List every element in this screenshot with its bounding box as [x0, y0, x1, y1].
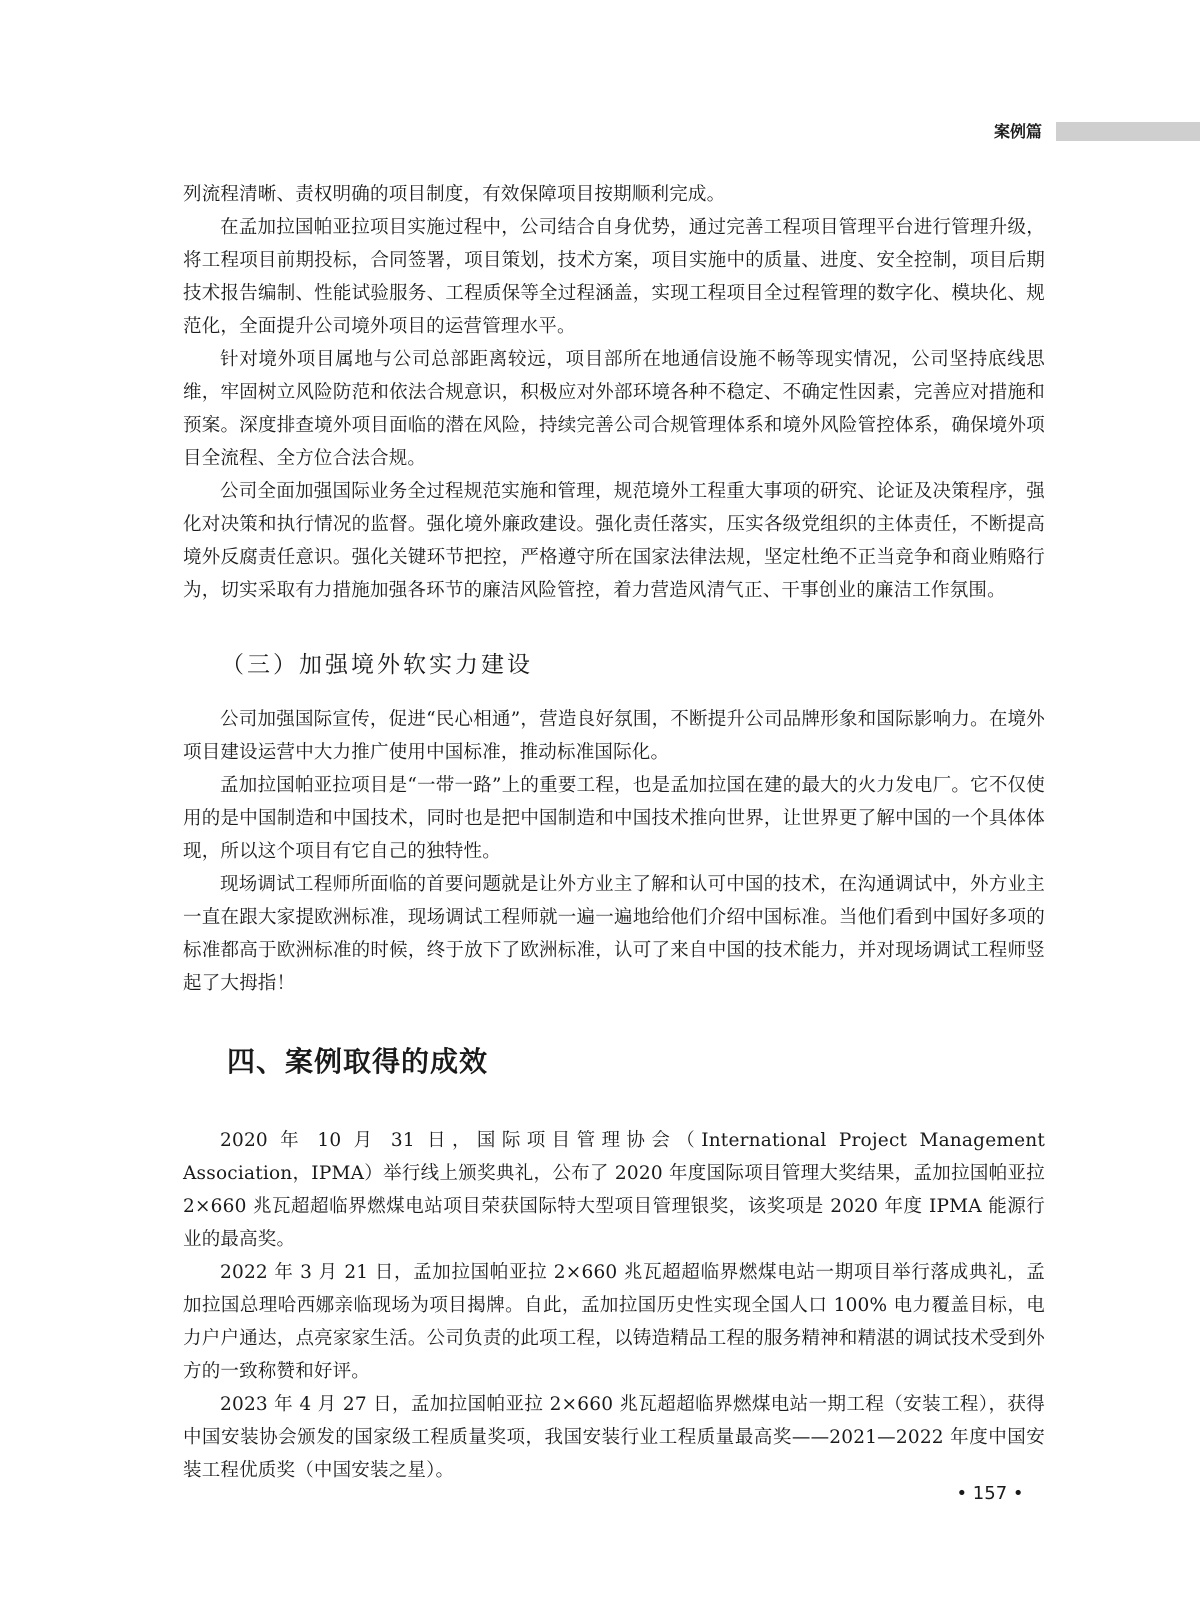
- paragraph: 在孟加拉国帕亚拉项目实施过程中，公司结合自身优势，通过完善工程项目管理平台进行管理升级，将工程项目前期投标，合同签署，项目策划，技术方案，项目实施中的质量、进度、安全控制，项目后期技术报告编制、性能试验服务、工程质保等全过程涵盖，实现工程项目全过程管理的数字化、模块化、规范化，全面提升公司境外项目的运营管理水平。: [183, 217, 1045, 337]
- paragraph: 公司全面加强国际业务全过程规范实施和管理，规范境外工程重大事项的研究、论证及决策程序，强化对决策和执行情况的监督。强化境外廉政建设。强化责任落实，压实各级党组织的主体责任，不断提高境外反腐责任意识。强化关键环节把控，严格遵守所在国家法律法规，坚定杜绝不正当竞争和商业贿赂行为，切实采取有力措施加强各环节的廉洁风险管控，着力营造风清气正、干事创业的廉洁工作氛围。: [183, 481, 1045, 601]
- paragraph: 公司加强国际宣传，促进“民心相通”，营造良好氛围，不断提升公司品牌形象和国际影响力。在境外项目建设运营中大力推广使用中国标准，推动标准国际化。: [183, 709, 1045, 763]
- paragraph: 2023 年 4 月 27 日，孟加拉国帕亚拉 2×660 兆瓦超超临界燃煤电站一期工程（安装工程），获得中国安装协会颁发的国家级工程质量奖项，我国安装行业工程质量最高奖——2021—2022 年度中国安装工程优质奖（中国安装之星）。: [183, 1394, 1045, 1481]
- spacer: [183, 1082, 1045, 1124]
- paragraph: 2020 年 10 月 31 日，国际项目管理协会（International Project Management Association，IPMA）举行线上颁奖典礼，公布了 2020 年度国际项目管理大奖结果，孟加拉国帕亚拉 2×660 兆瓦超超临界燃煤电站项目荣获国际特大型项目管理银奖，该奖项是 2020 年度 IPMA 能源行业的最高奖。: [183, 1130, 1045, 1250]
- spacer: [183, 683, 1045, 703]
- subsection-heading: （三）加强境外软实力建设: [221, 652, 533, 678]
- page-body: [183, 178, 1045, 1487]
- paragraph: 现场调试工程师所面临的首要问题就是让外方业主了解和认可中国的技术，在沟通调试中，外方业主一直在跟大家提欧洲标准，现场调试工程师就一遍一遍地给他们介绍中国标准。当他们看到中国好多项的标准都高于欧洲标准的时候，终于放下了欧洲标准，认可了来自中国的技术能力，并对现场调试工程师竖起了大拇指！: [183, 874, 1045, 994]
- header-bar: [1056, 122, 1200, 141]
- paragraph: 2022 年 3 月 21 日，孟加拉国帕亚拉 2×660 兆瓦超超临界燃煤电站一期项目举行落成典礼，孟加拉国总理哈西娜亲临现场为项目揭牌。自此，孟加拉国历史性实现全国人口 100% 电力覆盖目标，电力户户通达，点亮家家生活。公司负责的此项工程，以铸造精品工程的服务精神和精湛的调试技术受到外方的一致称赞和好评。: [183, 1262, 1045, 1382]
- spacer: [183, 607, 1045, 647]
- section-heading: 四、案例取得的成效: [227, 1045, 489, 1078]
- running-header: [0, 120, 1200, 144]
- paragraph: 孟加拉国帕亚拉项目是“一带一路”上的重要工程，也是孟加拉国在建的最大的火力发电厂。它不仅使用的是中国制造和中国技术，同时也是把中国制造和中国技术推向世界，让世界更了解中国的一个具体体现，所以这个项目有它自己的独特性。: [183, 775, 1045, 862]
- page-number: • 157 •: [956, 1483, 1024, 1504]
- paragraph: 针对境外项目属地与公司总部距离较远，项目部所在地通信设施不畅等现实情况，公司坚持底线思维，牢固树立风险防范和依法合规意识，积极应对外部环境各种不稳定、不确定性因素，完善应对措施和预案。深度排查境外项目面临的潜在风险，持续完善公司合规管理体系和境外风险管控体系，确保境外项目全流程、全方位合法合规。: [183, 349, 1045, 469]
- spacer: [183, 1000, 1045, 1042]
- section-label: 案例篇: [994, 122, 1043, 141]
- paragraph: 列流程清晰、责权明确的项目制度，有效保障项目按期顺利完成。: [183, 184, 726, 205]
